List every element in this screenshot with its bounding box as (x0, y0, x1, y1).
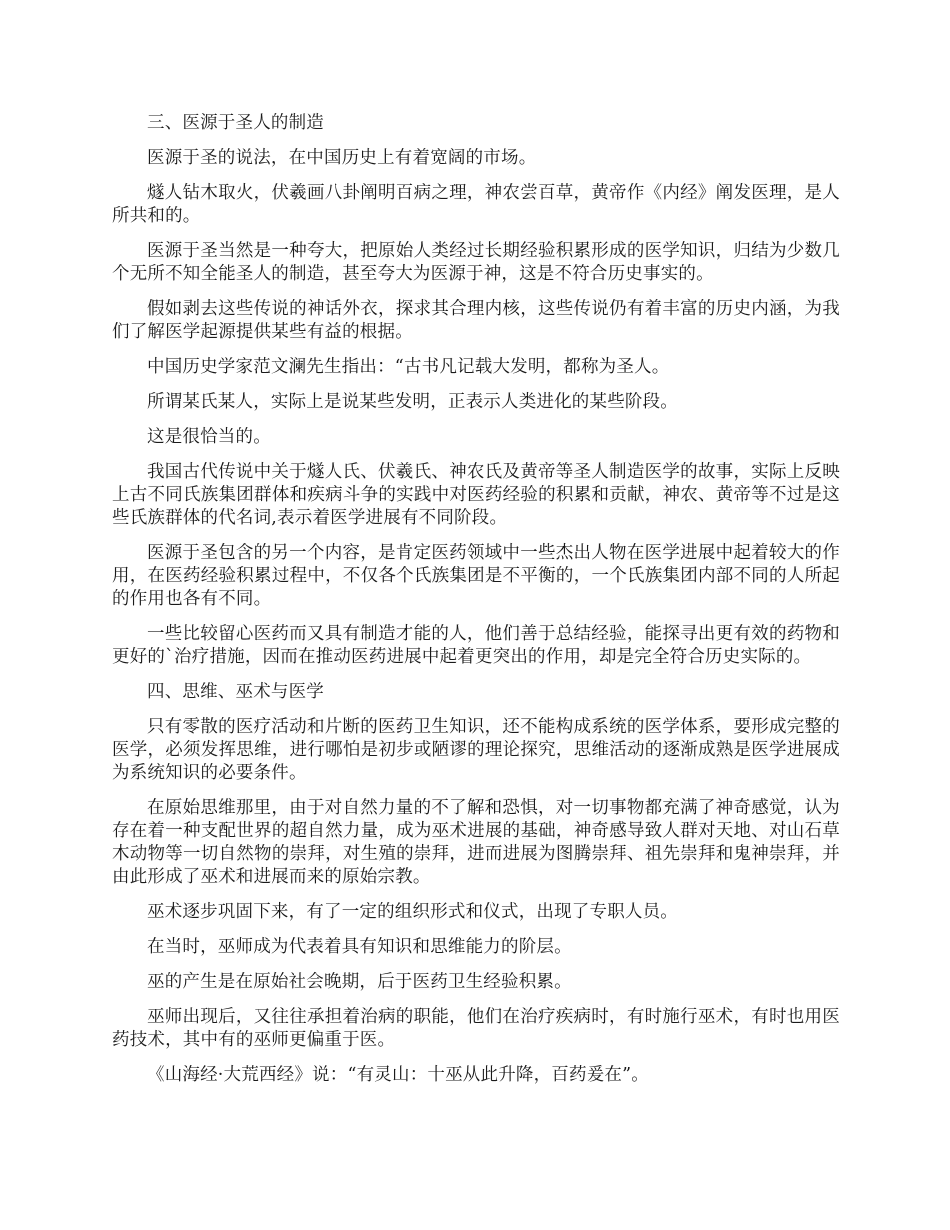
paragraph: 一些比较留心医药而又具有制造才能的人，他们善于总结经验，能探寻出更有效的药物和更好的`治疗措施，因而在推动医药进展中起着更突出的作用，却是完全符合历史实际的。 (112, 624, 840, 667)
paragraph: 医源于圣的说法，在中国历史上有着宽阔的市场。 (147, 148, 537, 168)
section-heading: 三、医源于圣人的制造 (147, 113, 324, 133)
document-page (112, 112, 840, 1099)
paragraph: 《山海经·大荒西经》说：“有灵山：十巫从此升降，百药爰在”。 (147, 1065, 649, 1085)
paragraph: 医源于圣包含的另一个内容，是肯定医药领域中一些杰出人物在医学进展中起着较大的作用，在医药经验积累过程中，不仅各个氏族集团是不平衡的，一个氏族集团内部不同的人所起的作用也各有不同。 (112, 543, 840, 609)
paragraph: 巫的产生是在原始社会晚期，后于医药卫生经验积累。 (147, 972, 572, 992)
paragraph: 只有零散的医疗活动和片断的医药卫生知识，还不能构成系统的医学体系，要形成完整的医学，必须发挥思维，进行哪怕是初步或陋谬的理论探究，思维活动的逐渐成熟是医学进展成为系统知识的必要条件。 (112, 717, 840, 783)
paragraph: 我国古代传说中关于燧人氏、伏羲氏、神农氏及黄帝等圣人制造医学的故事，实际上反映上古不同氏族集团群体和疾病斗争的实践中对医药经验的积累和贡献，神农、黄帝等不过是这些氏族群体的代名词,表示着医学进展有不同阶段。 (112, 462, 840, 528)
paragraph: 所谓某氏某人，实际上是说某些发明，正表示人类进化的某些阶段。 (147, 392, 678, 412)
paragraph: 在原始思维那里，由于对自然力量的不了解和恐惧，对一切事物都充满了神奇感觉，认为存在着一种支配世界的超自然力量，成为巫术进展的基础，神奇感导致人群对天地、对山石草木动物等一切自然物的崇拜，对生殖的崇拜，进而进展为图腾崇拜、祖先崇拜和鬼神崇拜，并由此形成了巫术和进展而来的原始宗教。 (112, 798, 840, 887)
paragraph: 这是很恰当的。 (147, 427, 271, 447)
paragraph: 医源于圣当然是一种夸大，把原始人类经过长期经验积累形成的医学知识，归结为少数几个无所不知全能圣人的制造，甚至夸大为医源于神，这是不符合历史事实的。 (112, 241, 840, 284)
section-heading: 四、思维、巫术与医学 (147, 682, 324, 702)
paragraph: 在当时，巫师成为代表着具有知识和思维能力的阶层。 (147, 937, 572, 957)
paragraph: 巫术逐步巩固下来，有了一定的组织形式和仪式，出现了专职人员。 (147, 902, 678, 922)
paragraph: 假如剥去这些传说的神话外衣，探求其合理内核，这些传说仍有着丰富的历史内涵，为我们了解医学起源提供某些有益的根据。 (112, 299, 840, 342)
paragraph: 中国历史学家范文澜先生指出：“古书凡记载大发明，都称为圣人。 (147, 357, 670, 377)
paragraph: 燧人钻木取火，伏羲画八卦阐明百病之理，神农尝百草，黄帝作《内经》阐发医理，是人所共和的。 (112, 183, 840, 226)
paragraph: 巫师出现后，又往往承担着治病的职能，他们在治疗疾病时，有时施行巫术，有时也用医药技术，其中有的巫师更偏重于医。 (112, 1007, 840, 1050)
